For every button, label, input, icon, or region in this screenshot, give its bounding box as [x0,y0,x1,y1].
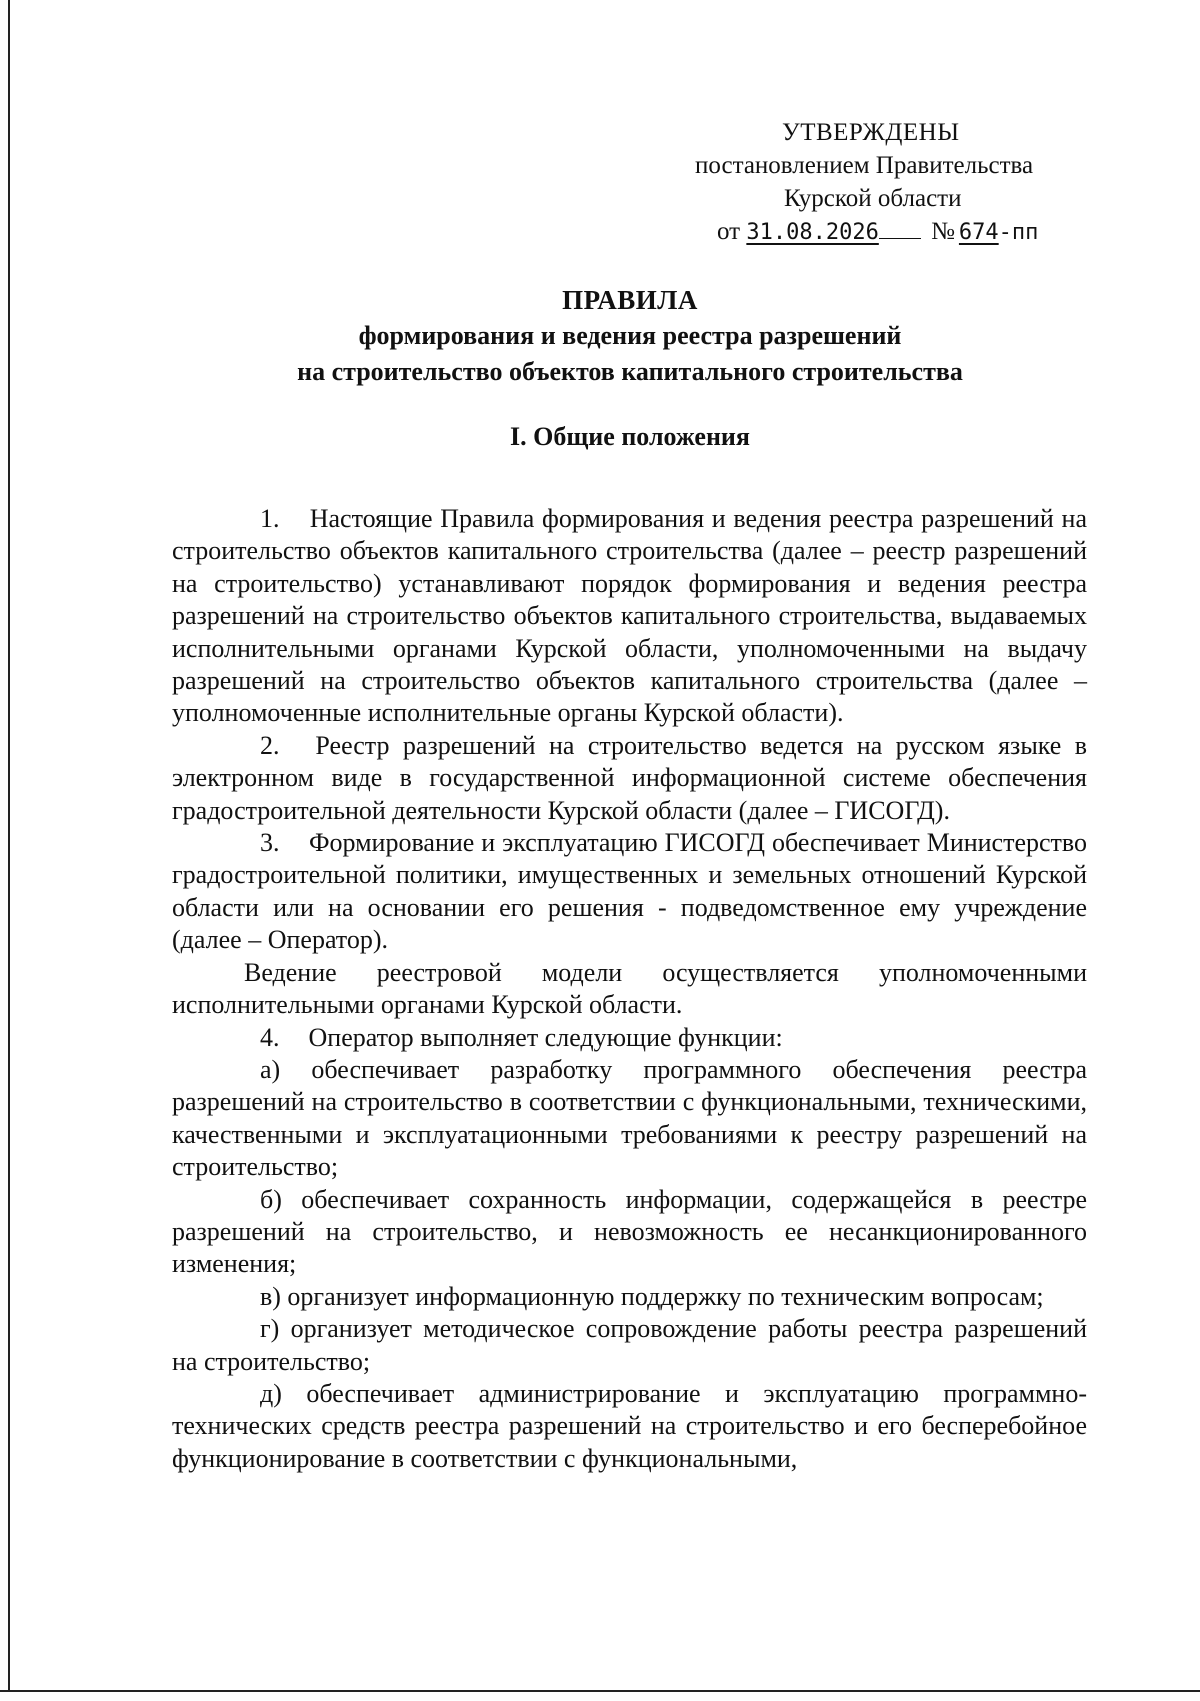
subitem-g [172,1313,1087,1378]
paragraph-text: Настоящие Правила формирования и ведения реестра разрешений на строительство объектов капитального строительства (далее – реестр разрешений на строительство) устанавливают порядок формирования и ведения реестра разрешений на строительство объектов капитального строительства, выдаваемых исполнительными органами Курской области, уполномоченными на выдачу разрешений на строительство объектов капитального строительства (далее – уполномоченные исполнительные органы Курской области). [172,504,1087,728]
paragraph-number: 1. [260,504,280,533]
title-line-1: формирования и ведения реестра разрешений [358,321,902,350]
number-sign: № [931,218,955,245]
paragraph-3-continuation [172,957,1087,1022]
paragraph-number: 2. [260,730,280,760]
paragraph-3 [172,827,1087,957]
paragraph-2 [172,730,1087,827]
paragraph-4 [172,1022,1087,1054]
paragraph-number: 4. [260,1022,280,1052]
subitem-v [172,1281,1087,1313]
document-title [0,282,1200,390]
section-heading: I. Общие положения [510,422,750,451]
scan-edge-left [8,0,10,1690]
paragraph-1 [172,503,1087,730]
subitem-a [172,1054,1087,1184]
body-text [172,503,1087,1475]
paragraph-text: Ведение реестровой модели осуществляется уполномоченными исполнительными органами Курской области. [172,957,1087,1020]
approval-by: постановлением Правительства [695,152,1034,179]
paragraph-text: Оператор выполняет следующие функции: [308,1022,783,1052]
date-prefix: от [717,218,741,245]
scan-edge-bottom [0,1690,1200,1692]
paragraph-number: 3. [260,828,280,858]
approval-block [690,116,1090,249]
paragraph-text: в) организует информационную поддержку по техническим вопросам; [260,1281,1044,1311]
date-underline [879,216,921,239]
paragraph-text: д) обеспечивает администрирование и эксплуатацию программно-технических средств реестра разрешений на строительство и его бесперебойное функционирование в соответствии с функциональными, [172,1378,1087,1473]
paragraph-text: Реестр разрешений на строительство ведется на русском языке в электронном виде в государственной информационной системе обеспечения градостроительной деятельности Курской области (далее – ГИСОГД). [172,730,1087,825]
paragraph-text: г) организует методическое сопровождение работы реестра разрешений на строительство; [172,1314,1087,1376]
subitem-d [172,1378,1087,1475]
paragraph-text: а) обеспечивает разработку программного обеспечения реестра разрешений на строительство в соответствии с функциональными, техническими, качественными и эксплуатационными требованиями к реестру разрешений на строительство; [172,1054,1087,1182]
subitem-b [172,1184,1087,1281]
approval-stamp: УТВЕРЖДЕНЫ [782,119,960,146]
approval-reference [690,215,1090,249]
approval-number: 674 [958,220,999,245]
approval-number-suffix: -пп [998,220,1039,245]
approval-date: 31.08.2026 [746,220,879,245]
paragraph-text: б) обеспечивает сохранность информации, содержащейся в реестре разрешений на строительство, и невозможность ее несанкционированного изменения; [172,1184,1087,1279]
paragraph-text: Формирование и эксплуатацию ГИСОГД обеспечивает Министерство градостроительной политики, имущественных и земельных отношений Курской области или на основании его решения - подведомственное ему учреждение (далее – Оператор). [172,828,1088,955]
title-line-2: на строительство объектов капитального строительства [297,357,963,386]
approval-region: Курской области [784,185,962,212]
title-main: ПРАВИЛА [562,285,698,315]
